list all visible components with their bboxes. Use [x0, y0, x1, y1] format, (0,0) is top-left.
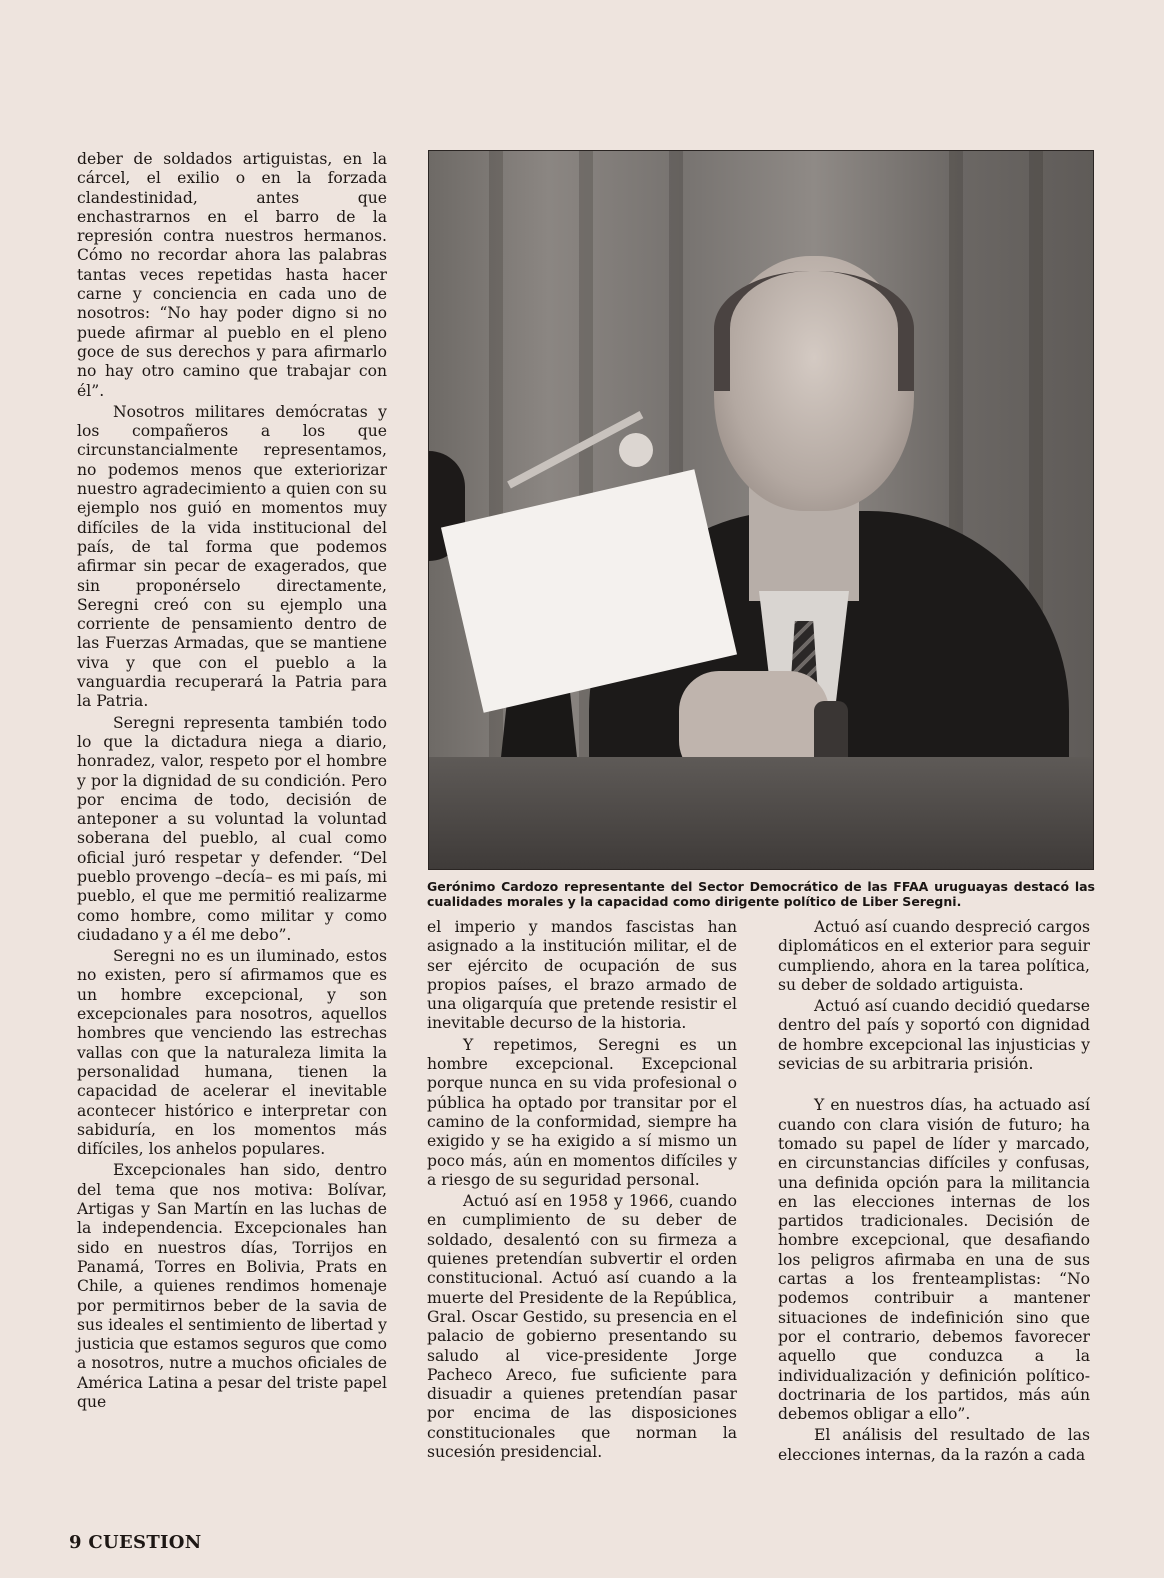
- publication-name: CUESTION: [88, 1532, 202, 1553]
- page-footer: [69, 1532, 202, 1553]
- paragraph: Seregni no es un iluminado, estos no existen, pero sí afirmamos que es un hombre excepcional, y son excepcionales para nosotros, aquellos hombres que venciendo las estrechas vallas con que la naturaleza limita la personalidad humana, tienen la capacidad de acelerar el inevitable acontecer histórico e interpretar con sabiduría, en los momentos más difíciles, los anhelos populares.: [77, 947, 387, 1159]
- page-number: 9: [69, 1532, 82, 1553]
- paragraph: deber de soldados artiguistas, en la cárcel, el exilio o en la forzada clandestinidad, antes que enchastrarnos en el barro de la represión contra nuestros hermanos. Cómo no recordar ahora las palabras tantas veces repetidas hasta hacer carne y conciencia en cada uno de nosotros: “No hay poder digno si no puede afirmar al pueblo en el pleno goce de sus derechos y para afirmarlo no hay otro camino que trabajar con él”.: [77, 150, 387, 400]
- paragraph: Y repetimos, Seregni es un hombre excepcional. Excepcional porque nunca en su vida profesional o pública ha optado por transitar por el camino de la conformidad, siempre ha exigido y se ha exigido a sí mismo un poco más, aún en momentos difíciles y a riesgo de su seguridad personal.: [427, 1035, 737, 1189]
- article-column-left: [77, 150, 387, 1414]
- photo-caption: Gerónimo Cardozo representante del Sector Democrático de las FFAA uruguayas destacó las cualidades morales y la capacidad como dirigente político de Liber Seregni.: [427, 879, 1095, 909]
- paragraph: Actuó así en 1958 y 1966, cuando en cumplimiento de su deber de soldado, desalentó con su firmeza a quienes pretendían subvertir el orden constitucional. Actuó así cuando a la muerte del Presidente de la República, Gral. Oscar Gestido, su presencia en el palacio de gobierno presentando su saludo al vice-presidente Jorge Pacheco Areco, fue suficiente para disuadir a quienes pretendían pasar por encima de las disposiciones constitucionales que norman la sucesión presidencial.: [427, 1192, 737, 1462]
- paragraph: Nosotros militares demócratas y los compañeros a los que circunstancialmente representamos, no podemos menos que exteriorizar nuestro agradecimiento a quien con su ejemplo nos guió en momentos muy difíciles de la vida institucional del país, de tal forma que podemos afirmar sin pecar de exagerados, que sin proponérselo directamente, Seregni creó con su ejemplo una corriente de pensamiento dentro de las Fuerzas Armadas, que se mantiene viva y que con el pueblo a la vanguardia recuperará la Patria para la Patria.: [77, 402, 387, 711]
- paragraph: el imperio y mandos fascistas han asignado a la institución militar, el de ser ejército de ocupación de sus propios países, el brazo armado de una oligarquía que pretende resistir el inevitable decurso de la historia.: [427, 918, 737, 1033]
- speaker-photograph: [428, 150, 1094, 870]
- paragraph: Y en nuestros días, ha actuado así cuando con clara visión de futuro; ha tomado su papel de líder y marcado, en circunstancias difíciles y confusas, una definida opción para la militancia en las elecciones internas de los partidos tradicionales. Decisión de hombre excepcional, que desafiando los peligros afirmaba en una de sus cartas a los frenteamplistas: “No podemos contribuir a mantener situaciones de indefinición sino que por el contrario, debemos favorecer aquello que conduzca a la individualización y definición político-doctrinaria de los partidos, más aún debemos obligar a ello”.: [778, 1096, 1090, 1424]
- desk: [429, 757, 1093, 869]
- paragraph: Actuó así cuando despreció cargos diplomáticos en el exterior para seguir cumpliendo, ahora en la tarea política, su deber de soldado artiguista.: [778, 918, 1090, 994]
- paragraph: Seregni representa también todo lo que la dictadura niega a diario, honradez, valor, respeto por el hombre y por la dignidad de su condición. Pero por encima de todo, decisión de anteponer a su voluntad la voluntad soberana del pueblo, al cual como oficial juró respetar y defender. “Del pueblo provengo –decía– es mi país, mi pueblo, el que me permitió realizarme como hombre, como militar y como ciudadano y a él me debo”.: [77, 713, 387, 944]
- paragraph: Excepcionales han sido, dentro del tema que nos motiva: Bolívar, Artigas y San Martín en las luchas de la independencia. Excepcionales han sido en nuestros días, Torrijos en Panamá, Torres en Bolivia, Prats en Chile, a quienes rendimos homenaje por permitirnos beber de la savia de sus ideales el sentimiento de libertad y justicia que estamos seguros que como a nosotros, nutre a muchos oficiales de América Latina a pesar del triste papel que: [77, 1161, 387, 1411]
- article-column-right: [778, 918, 1090, 1467]
- paragraph: El análisis del resultado de las elecciones internas, da la razón a cada: [778, 1426, 1090, 1464]
- microphone-icon: [619, 433, 653, 467]
- article-column-middle: [427, 918, 737, 1464]
- paragraph: Actuó así cuando decidió quedarse dentro del país y soportó con dignidad de hombre excepcional las injusticias y sevicias de su arbitraria prisión.: [778, 997, 1090, 1074]
